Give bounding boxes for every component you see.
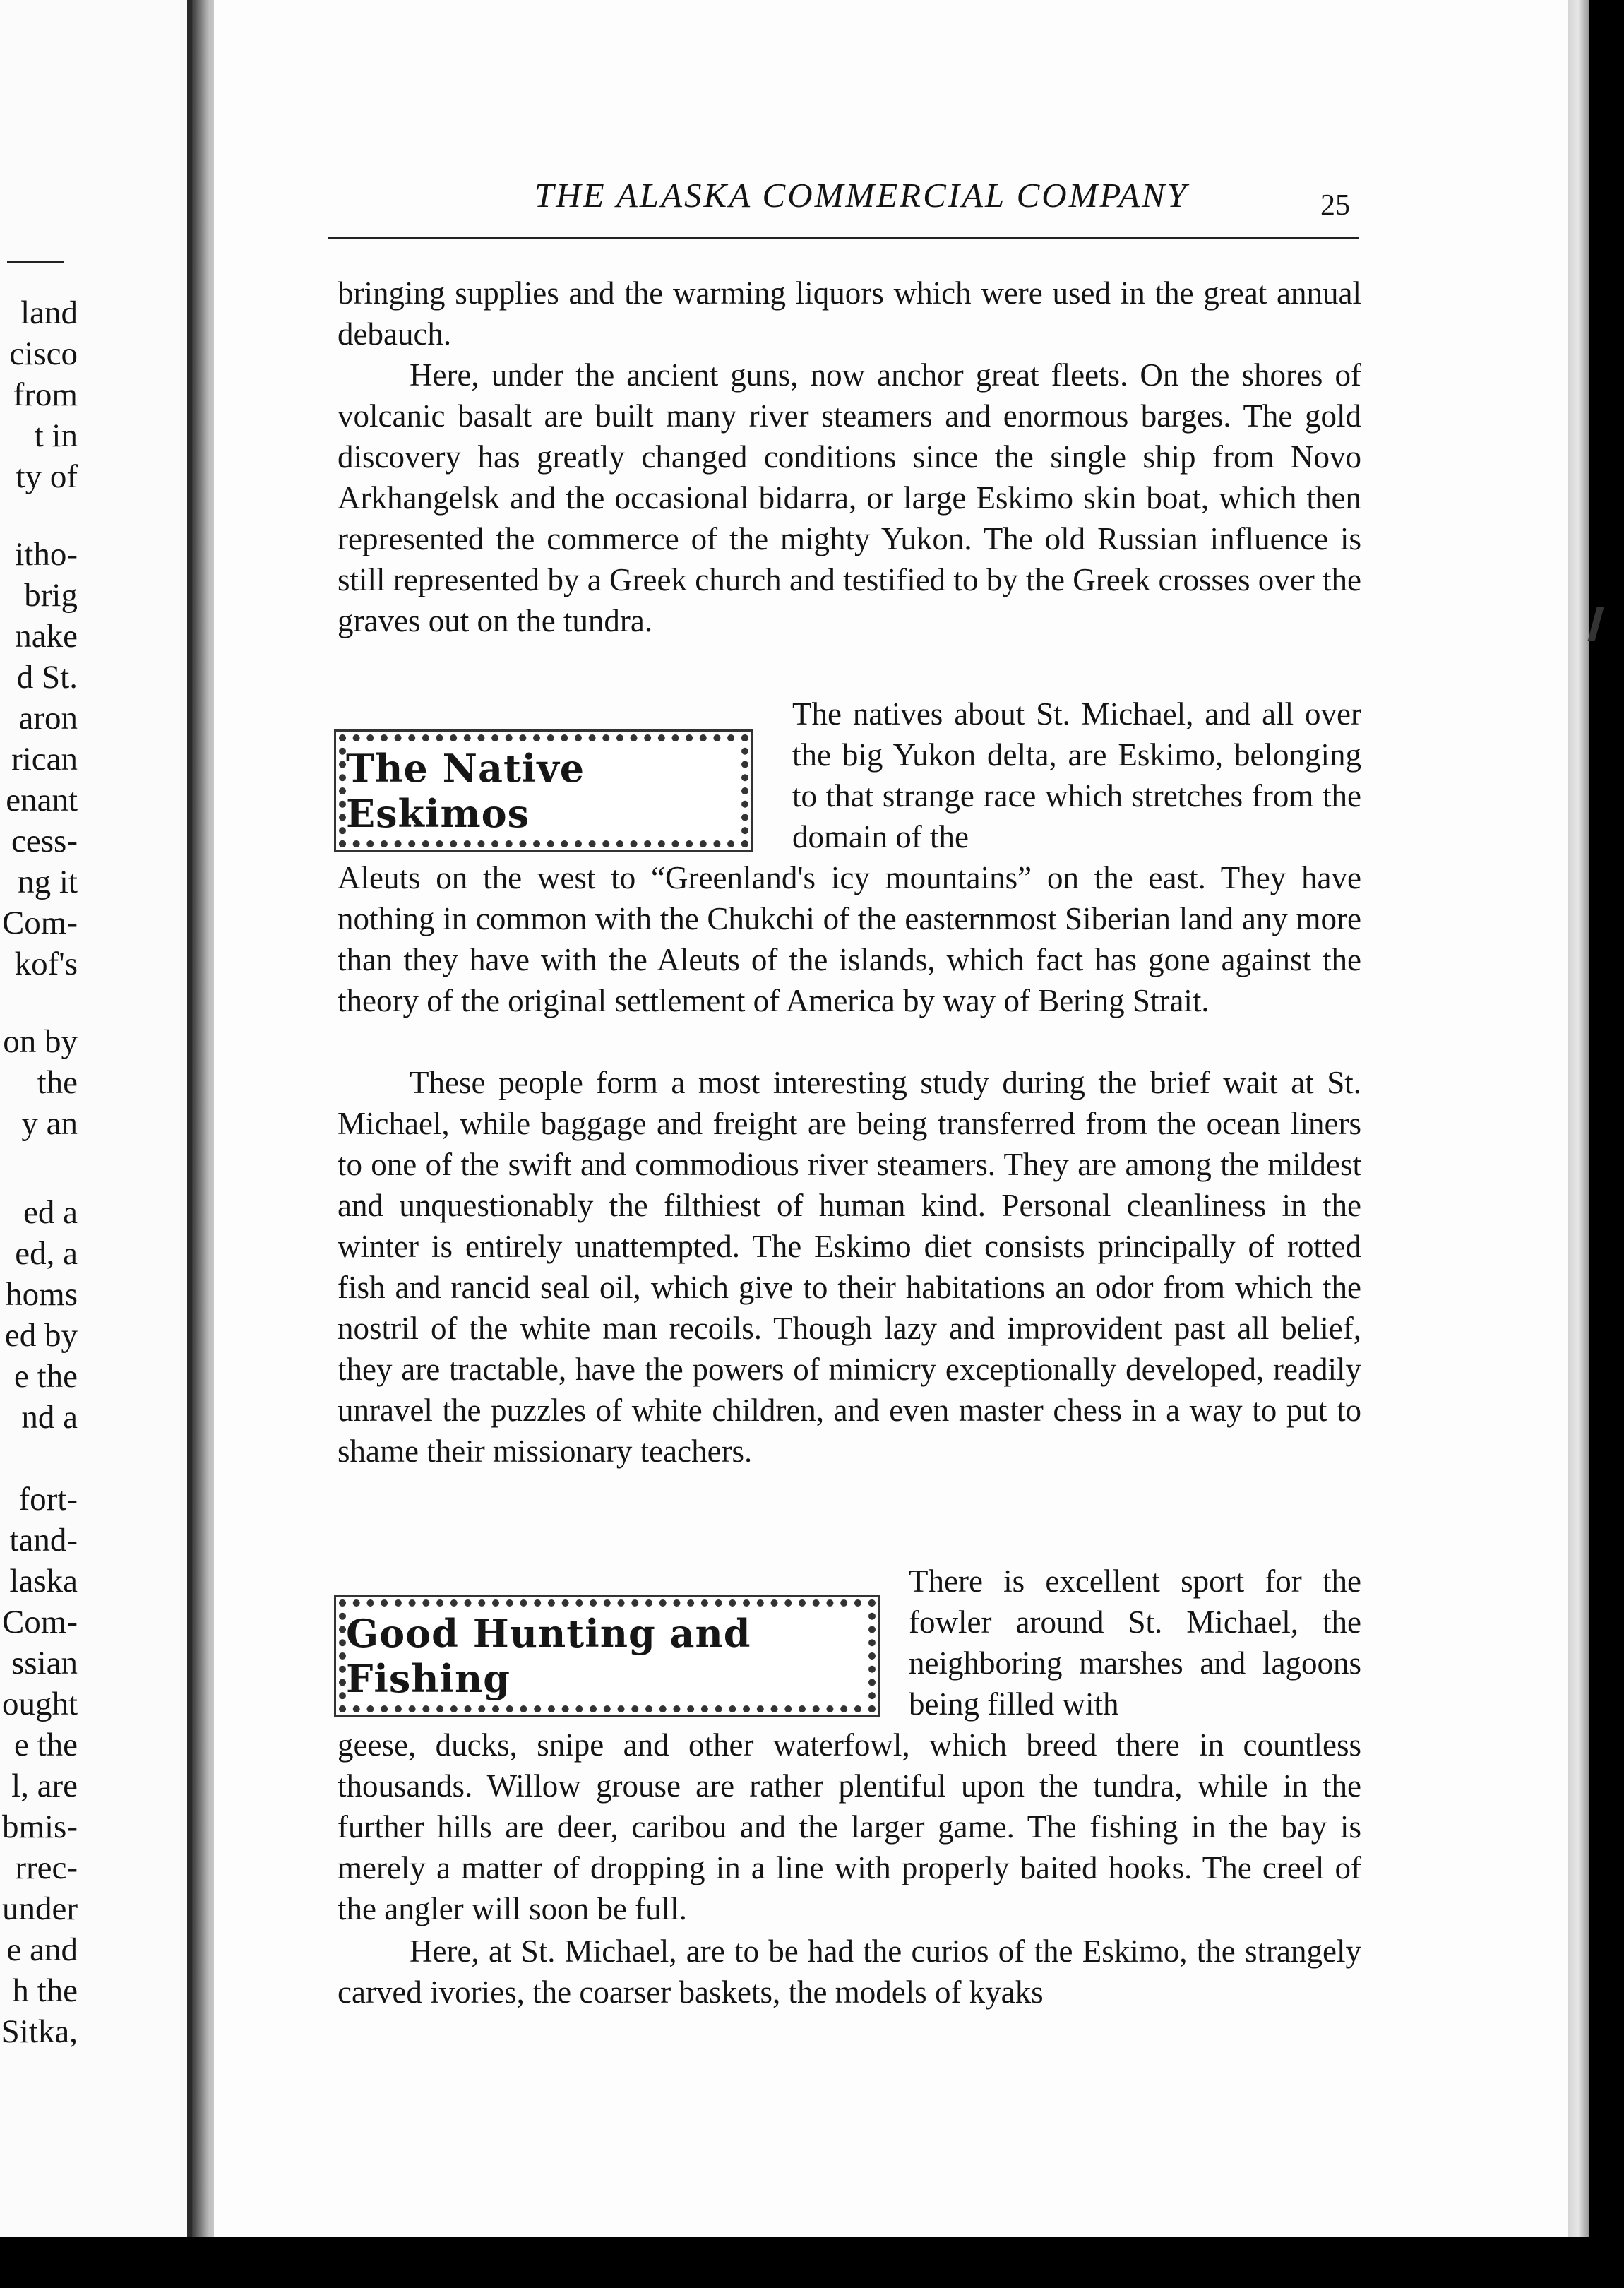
paragraph-4: These people form a most interesting study during the brief wait at St. Michael, while baggage and freight are being transferred from the ocean liners to one of the swift and commodious river steamers. They are among the mildest and unquestionably the filthiest of human kind. Personal cleanliness in the winter is entirely unattempted. The Eskimo diet consists principally of rotted fish and rancid seal oil, which give to their habitations an odor from which the nostril of the white man recoils. Though lazy and improvident past all belief, they are tractable, have the powers of mimicry exceptionally developed, readily unravel the puzzles of white children, and even master chess in a way to put to shame their missionary teachers.	[338, 1065, 1361, 1469]
left-page-fragment: laska	[9, 1563, 78, 1599]
left-page-fragment: rrec-	[15, 1849, 78, 1886]
left-page-fragment: brig	[24, 577, 78, 614]
left-page-fragment: l, are	[11, 1768, 78, 1804]
left-page-fragment: ought	[1, 1686, 78, 1722]
left-page-fragment: ed by	[4, 1317, 78, 1354]
left-page-fragment: rican	[11, 741, 78, 777]
left-page-fragment: tand-	[9, 1522, 78, 1559]
paragraph-1: bringing supplies and the warming liquors which were used in the great annual debauch.	[338, 275, 1361, 352]
paragraph-5: geese, ducks, snipe and other waterfowl, which breed there in countless thousands. Willow grouse are rather plentiful upon the tundra, while in the further hills are deer, caribou and the larger game. The fishing in the bay is merely a matter of dropping in a line with properly baited hooks. The creel of the angler will soon be full.	[338, 1727, 1361, 1926]
left-page-fragment: land	[20, 294, 78, 331]
page-number: 25	[1320, 189, 1350, 222]
left-page-rule	[7, 261, 64, 263]
left-page-fragment: homs	[6, 1276, 78, 1313]
left-page-fragment: Sitka,	[1, 2013, 78, 2050]
left-page-fragment: e the	[13, 1358, 78, 1395]
left-page-fragment: nake	[15, 618, 78, 655]
paragraph-5-side: There is excellent sport for the fowler around St. Michael, the neighboring marshes and lagoons being filled with	[909, 1563, 1361, 1722]
section-heading-good-hunting-and-fishing: Good Hunting and Fishing	[339, 1599, 876, 1712]
left-page-fragment: enant	[6, 782, 78, 818]
paragraph-3: Aleuts on the west to “Greenland's icy mountains” on the east. They have nothing in common with the Chukchi of the easternmost Siberian land any more than they have with the Aleuts of the islands, which fact has gone against the theory of the original settlement of America by way of Bering Strait.	[338, 860, 1361, 1018]
left-page-fragment: Com-	[1, 905, 78, 941]
left-page-fragment: ed a	[23, 1194, 78, 1231]
left-page-fragment: the	[37, 1064, 78, 1101]
paragraph-2: Here, under the ancient guns, now anchor great fleets. On the shores of volcanic basalt are built many river steamers and enormous barges. The gold discovery has greatly changed conditions since the single ship from Novo Arkhangelsk and the occasional bidarra, or large Eskimo skin boat, which then represented the commerce of the mighty Yukon. The old Russian influence is still represented by a Greek church and testified to by the Greek crosses over the graves out on the tundra.	[338, 357, 1361, 638]
left-page-fragment: y an	[21, 1105, 78, 1142]
left-page-fragment: ssian	[11, 1645, 78, 1681]
page-edge	[1568, 0, 1589, 2246]
left-page-fragment: e the	[13, 1727, 78, 1763]
left-page-fragment: h the	[12, 1972, 78, 2009]
left-page-fragment: e and	[6, 1931, 78, 1968]
left-page-fragment: from	[13, 376, 78, 413]
left-page-fragment: kof's	[14, 946, 78, 982]
left-page-fragment: bmis-	[1, 1809, 78, 1845]
paragraph-3-side: The natives about St. Michael, and all over the big Yukon delta, are Eskimo, belonging to that strange race which stretches from the domain of the	[792, 696, 1361, 854]
edge-mark	[1588, 607, 1604, 641]
left-page-fragment: under	[1, 1890, 78, 1927]
left-page-fragment: d St.	[16, 659, 78, 696]
left-page-fragment: ty of	[16, 458, 78, 495]
left-page-fragment: ng it	[18, 864, 78, 900]
left-page-fragment: t in	[34, 417, 78, 454]
left-page-fragment: itho-	[15, 536, 78, 573]
scan-border	[0, 2237, 1624, 2288]
left-page-fragment: on by	[3, 1023, 78, 1060]
paragraph-6: Here, at St. Michael, are to be had the curios of the Eskimo, the strangely carved ivories, the coarser baskets, the models of kyaks	[338, 1934, 1361, 2010]
left-page-fragment: fort-	[18, 1481, 78, 1518]
left-page-fragment: cess-	[11, 823, 78, 859]
left-page-fragment: cisco	[9, 335, 78, 372]
left-page-fragment: aron	[18, 700, 78, 737]
section-heading-native-eskimos: The Native Eskimos	[339, 734, 748, 847]
left-facing-page	[0, 0, 192, 2237]
header-rule	[328, 237, 1359, 239]
left-page-fragment: ed, a	[15, 1235, 78, 1272]
left-page-fragment: Com-	[1, 1604, 78, 1640]
left-page-fragment: nd a	[21, 1399, 78, 1436]
running-title: THE ALASKA COMMERCIAL COMPANY	[534, 176, 1188, 215]
